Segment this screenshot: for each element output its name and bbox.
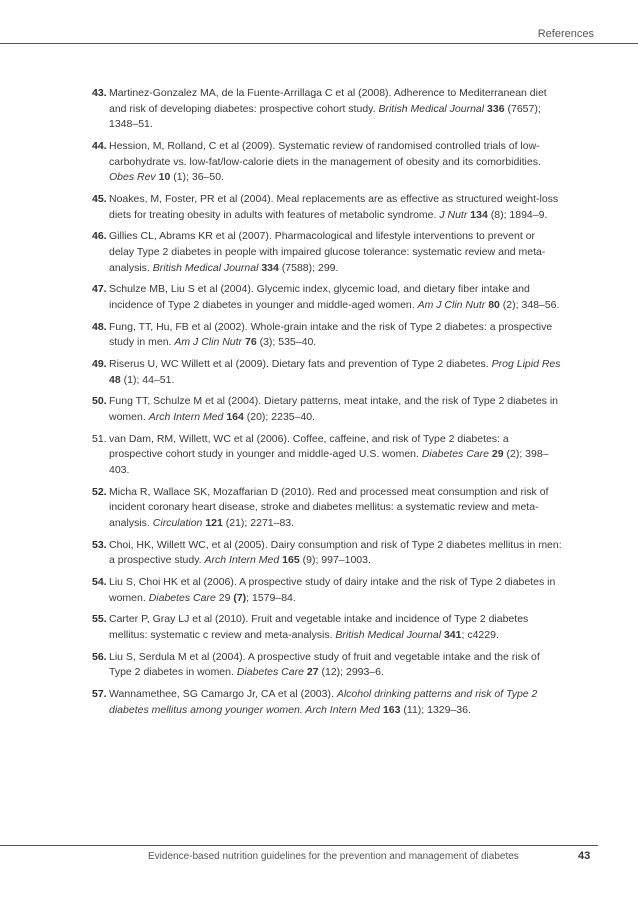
- journal-title: Diabetes Care: [148, 591, 216, 604]
- volume-number: 164: [226, 411, 244, 423]
- reference-item: [92, 229, 562, 276]
- reference-text: [109, 394, 562, 425]
- reference-item: [92, 612, 562, 643]
- volume-number: (7): [233, 591, 247, 604]
- citation-text: (1); 36–50.: [170, 171, 224, 184]
- reference-number: 50.: [92, 395, 107, 408]
- volume-number: 334: [261, 261, 279, 274]
- reference-text: [109, 192, 562, 223]
- reference-number: 53.: [92, 538, 107, 551]
- reference-item: [92, 139, 562, 186]
- reference-number: 52.: [92, 485, 107, 498]
- reference-number: 56.: [92, 650, 107, 663]
- reference-item: [92, 192, 562, 223]
- reference-number: 55.: [92, 613, 107, 626]
- volume-number: 80: [488, 298, 500, 311]
- citation-text: (2); 398–403.: [109, 448, 549, 476]
- footer-title: Evidence-based nutrition guidelines for the prevention and management of diabetes: [148, 851, 519, 862]
- reference-number: 49.: [92, 358, 107, 371]
- volume-number: 48: [109, 373, 121, 386]
- citation-text: (3); 535–40.: [256, 336, 317, 349]
- citation-text: Fung, TT, Hu, FB et al (2002). Whole-grain intake and the risk of Type 2 diabetes: a prospective study in men.: [109, 320, 553, 349]
- journal-title: Obes Rev: [109, 171, 156, 184]
- reference-list: [92, 86, 562, 725]
- volume-number: 10: [158, 171, 171, 184]
- reference-text: [109, 282, 562, 313]
- citation-text: Micha R, Wallace SK, Mozaffarian D (2010). Red and processed meat consumption and risk of incident coronary heart disease, stroke and diabetes mellitus: a systematic review and meta-analysis.: [109, 485, 549, 529]
- journal-title: British Medical Journal: [152, 261, 259, 274]
- header-divider: [0, 43, 638, 44]
- citation-text: Liu S, Serdula M et al (2004). A prospective study of fruit and vegetable intake and the risk of Type 2 diabetes in women.: [109, 650, 540, 679]
- journal-title: British Medical Journal: [335, 629, 442, 642]
- volume-number: 76: [244, 336, 257, 349]
- citation-text: Martinez-Gonzalez MA, de la Fuente-Arrillaga C et al (2008). Adherence to Mediterranean diet and risk of developing diabetes: prospective cohort study.: [109, 87, 547, 115]
- citation-text: Choi, HK, Willett WC, et al (2005). Dairy consumption and risk of Type 2 diabetes mellitus in men: a prospective study.: [109, 538, 562, 567]
- journal-title: Circulation: [152, 516, 203, 529]
- citation-text: Gillies CL, Abrams KR et al (2007). Pharmacological and lifestyle interventions to prevent or delay Type 2 diabetes in people with impaired glucose tolerance: systematic review and meta-analysis.: [109, 230, 546, 274]
- reference-item: [92, 650, 562, 681]
- citation-text: Wannamethee, SG Camargo Jr, CA et al (2003).: [109, 688, 337, 701]
- citation-text: (21); 2271–83.: [222, 516, 295, 529]
- citation-text: Schulze MB, Liu S et al (2004). Glycemic index, glycemic load, and dietary fiber intake and incidence of Type 2 diabetes in younger and middle-aged women.: [109, 283, 530, 311]
- reference-text: [109, 320, 562, 351]
- journal-title: Arch Intern Med: [204, 554, 280, 567]
- reference-number: 45.: [92, 192, 107, 205]
- journal-title: Diabetes Care: [236, 666, 304, 679]
- citation-text: Noakes, M, Foster, PR et al (2004). Meal replacements are as effective as structured weight-loss diets for treating obesity in adults with features of metabolic syndrome.: [109, 192, 559, 221]
- reference-item: [92, 432, 562, 479]
- reference-number: 57.: [92, 688, 107, 701]
- reference-item: [92, 575, 562, 606]
- volume-number: 121: [205, 516, 223, 529]
- journal-title: Arch Intern Med: [148, 411, 224, 423]
- volume-number: 27: [306, 666, 319, 679]
- reference-text: [109, 86, 562, 133]
- journal-title: Prog Lipid Res: [491, 358, 561, 371]
- page-number: 43: [578, 850, 591, 862]
- citation-text: (2); 348–56.: [499, 298, 560, 311]
- reference-number: 43.: [92, 87, 107, 99]
- journal-title: Am J Clin Nutr: [174, 336, 243, 349]
- section-title: References: [537, 28, 594, 40]
- journal-title: Alcohol drinking patterns and risk of Type 2 diabetes mellitus among younger women. Arch Intern Med: [109, 688, 538, 716]
- citation-text: Hession, M, Rolland, C et al (2009). Systematic review of randomised controlled trials of low-carbohydrate vs. low-fat/low-calorie diets in the management of obesity and its comorbidities.: [109, 139, 541, 168]
- citation-text: (12); 2993–6.: [318, 666, 384, 679]
- citation-text: van Dam, RM, Willett, WC et al (2006). Coffee, caffeine, and risk of Type 2 diabetes: a prospective cohort study in younger and middle-aged U.S. women.: [109, 432, 509, 461]
- reference-item: [92, 538, 562, 569]
- volume-number: 134: [470, 208, 488, 221]
- citation-text: ; c4229.: [461, 629, 499, 642]
- volume-number: 163: [382, 703, 401, 716]
- reference-number: 54.: [92, 576, 107, 589]
- reference-text: [109, 432, 562, 479]
- citation-text: ; 1579–84.: [246, 591, 296, 604]
- journal-title: Am J Clin Nutr: [417, 298, 486, 311]
- reference-item: [92, 320, 562, 351]
- reference-text: [109, 687, 562, 718]
- citation-text: (7657); 1348–51.: [109, 102, 541, 131]
- reference-number: 48.: [92, 320, 107, 333]
- citation-text: (1); 44–51.: [120, 373, 175, 386]
- reference-text: [109, 229, 562, 276]
- footer-divider: [0, 845, 598, 846]
- reference-number: 51.: [92, 432, 107, 445]
- citation-text: Carter P, Gray LJ et al (2010). Fruit and vegetable intake and incidence of Type 2 diabetes mellitus: systematic c review and meta-analysis.: [109, 613, 529, 642]
- reference-item: [92, 687, 562, 718]
- reference-item: [92, 485, 562, 532]
- reference-text: [109, 139, 562, 186]
- reference-item: [92, 86, 562, 133]
- reference-text: [109, 538, 562, 569]
- reference-item: [92, 357, 562, 388]
- citation-text: Riserus U, WC Willett et al (2009). Dietary fats and prevention of Type 2 diabetes.: [109, 358, 492, 371]
- reference-number: 44.: [92, 139, 107, 152]
- volume-number: 336: [487, 102, 505, 115]
- reference-text: [109, 357, 562, 388]
- reference-number: 46.: [92, 230, 107, 243]
- citation-text: Fung TT, Schulze M et al (2004). Dietary patterns, meat intake, and the risk of Type 2 diabetes in women.: [109, 395, 559, 423]
- citation-text: (20); 2235–40.: [243, 411, 316, 423]
- citation-text: (8); 1894–9.: [487, 208, 548, 221]
- volume-number: 29: [491, 448, 504, 461]
- citation-text: (11); 1329–36.: [400, 703, 471, 716]
- citation-text: (9); 997–1003.: [299, 554, 371, 567]
- reference-text: [109, 612, 562, 643]
- reference-item: [92, 394, 562, 425]
- reference-text: [109, 485, 562, 532]
- reference-text: [109, 575, 562, 606]
- volume-number: 341: [443, 629, 462, 642]
- citation-text: Liu S, Choi HK et al (2006). A prospective study of dairy intake and the risk of Type 2 diabetes in women.: [109, 576, 556, 604]
- reference-number: 47.: [92, 283, 107, 296]
- citation-text: 29: [215, 591, 234, 604]
- reference-text: [109, 650, 562, 681]
- citation-text: (7588); 299.: [278, 261, 339, 274]
- journal-title: British Medical Journal: [378, 102, 485, 115]
- journal-title: J Nutr: [439, 208, 468, 221]
- journal-title: Diabetes Care: [421, 448, 489, 461]
- volume-number: 165: [282, 554, 300, 567]
- reference-item: [92, 282, 562, 313]
